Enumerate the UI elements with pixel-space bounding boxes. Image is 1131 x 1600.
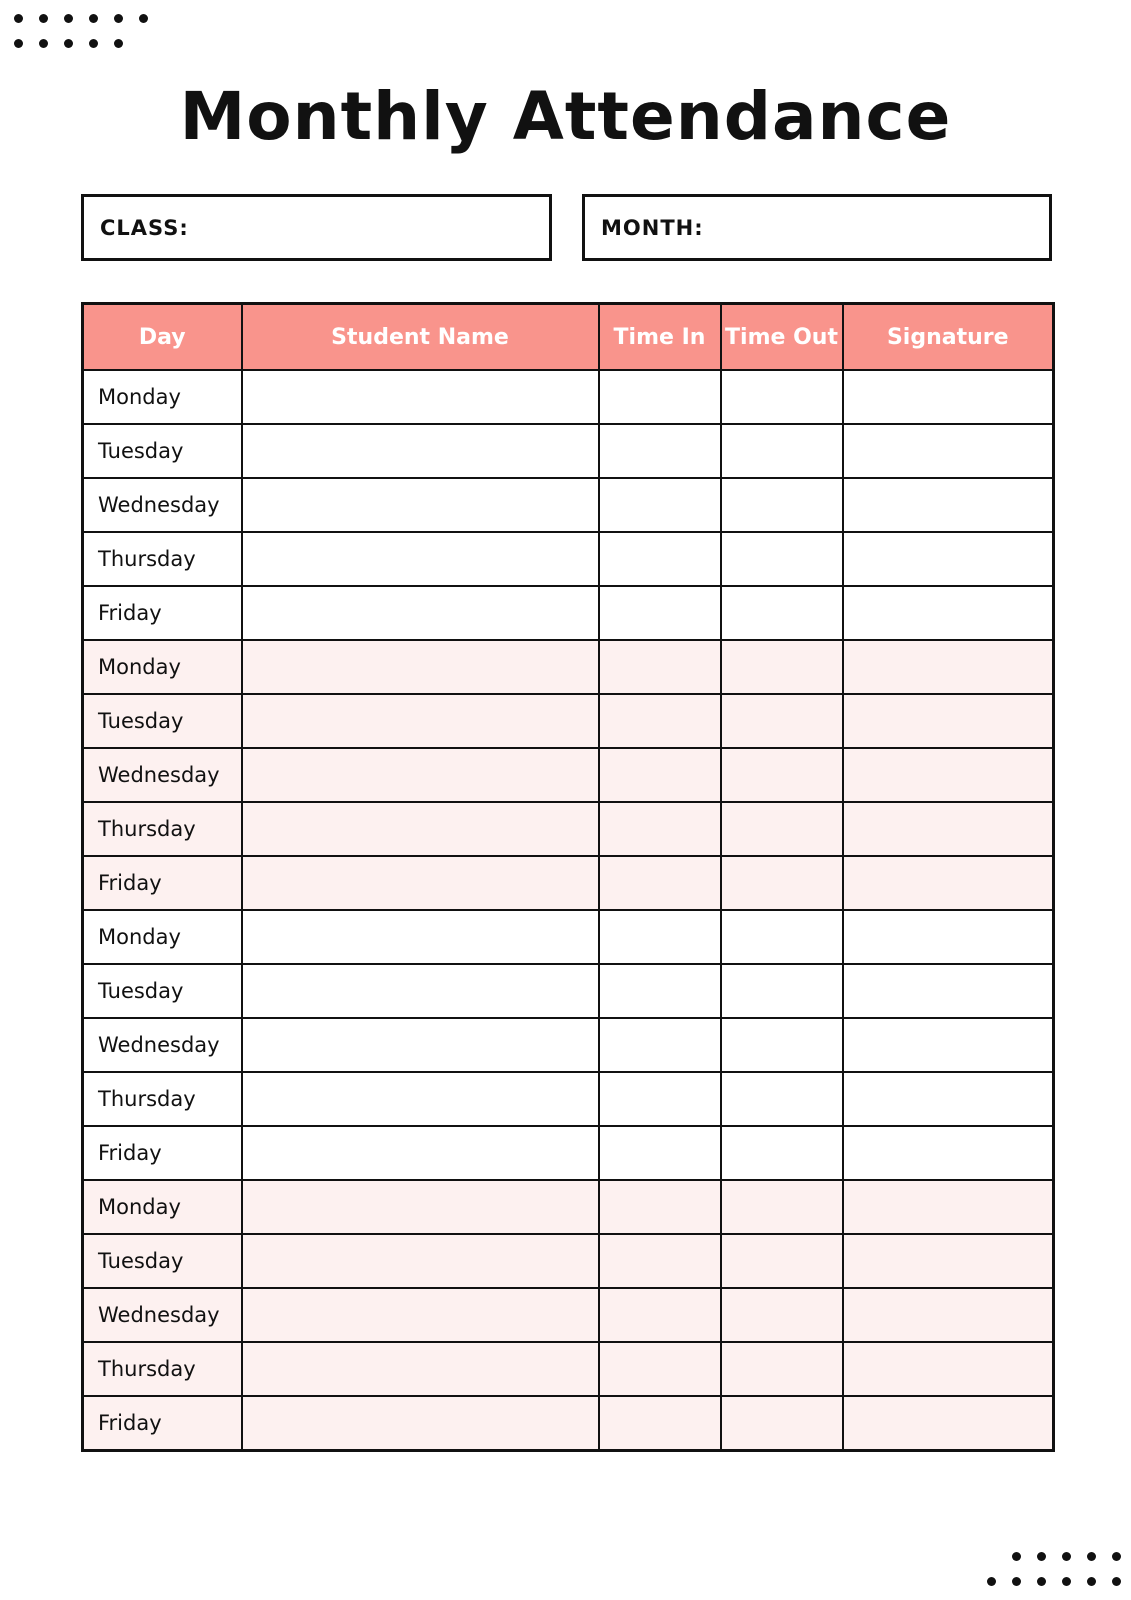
table-row: [83, 694, 1054, 748]
time-in-cell[interactable]: [599, 1234, 721, 1288]
time-out-cell[interactable]: [721, 1018, 843, 1072]
signature-cell[interactable]: [843, 964, 1054, 1018]
signature-cell[interactable]: [843, 586, 1054, 640]
table-row: [83, 856, 1054, 910]
table-row: [83, 1018, 1054, 1072]
header-signature: Signature: [843, 304, 1054, 371]
student-name-cell[interactable]: [242, 1072, 599, 1126]
header-student-name: Student Name: [242, 304, 599, 371]
table-row: [83, 586, 1054, 640]
time-out-cell[interactable]: [721, 1234, 843, 1288]
time-out-cell[interactable]: [721, 1342, 843, 1396]
signature-cell[interactable]: [843, 1396, 1054, 1451]
time-in-cell[interactable]: [599, 1126, 721, 1180]
day-cell: Monday: [83, 640, 242, 694]
signature-cell[interactable]: [843, 1180, 1054, 1234]
day-cell: Thursday: [83, 1342, 242, 1396]
student-name-cell[interactable]: [242, 424, 599, 478]
time-out-cell[interactable]: [721, 1126, 843, 1180]
student-name-cell[interactable]: [242, 1018, 599, 1072]
time-out-cell[interactable]: [721, 370, 843, 424]
signature-cell[interactable]: [843, 1288, 1054, 1342]
day-cell: Monday: [83, 370, 242, 424]
header-day: Day: [83, 304, 242, 371]
time-in-cell[interactable]: [599, 694, 721, 748]
time-out-cell[interactable]: [721, 586, 843, 640]
table-row: [83, 1234, 1054, 1288]
time-out-cell[interactable]: [721, 694, 843, 748]
class-field[interactable]: [81, 194, 552, 261]
day-cell: Friday: [83, 856, 242, 910]
table-row: [83, 424, 1054, 478]
student-name-cell[interactable]: [242, 694, 599, 748]
day-cell: Wednesday: [83, 748, 242, 802]
page-title: Monthly Attendance: [179, 78, 952, 155]
table-row: [83, 1342, 1054, 1396]
day-cell: Wednesday: [83, 478, 242, 532]
time-in-cell[interactable]: [599, 1342, 721, 1396]
student-name-cell[interactable]: [242, 478, 599, 532]
student-name-cell[interactable]: [242, 964, 599, 1018]
table-row: [83, 802, 1054, 856]
signature-cell[interactable]: [843, 370, 1054, 424]
time-out-cell[interactable]: [721, 856, 843, 910]
time-out-cell[interactable]: [721, 424, 843, 478]
student-name-cell[interactable]: [242, 910, 599, 964]
signature-cell[interactable]: [843, 856, 1054, 910]
student-name-cell[interactable]: [242, 1288, 599, 1342]
table-row: [83, 640, 1054, 694]
day-cell: Tuesday: [83, 1234, 242, 1288]
table-row: [83, 1126, 1054, 1180]
time-out-cell[interactable]: [721, 1288, 843, 1342]
time-out-cell[interactable]: [721, 910, 843, 964]
student-name-cell[interactable]: [242, 802, 599, 856]
student-name-cell[interactable]: [242, 748, 599, 802]
day-cell: Tuesday: [83, 694, 242, 748]
signature-cell[interactable]: [843, 1072, 1054, 1126]
time-in-cell[interactable]: [599, 964, 721, 1018]
signature-cell[interactable]: [843, 640, 1054, 694]
student-name-cell[interactable]: [242, 856, 599, 910]
time-out-cell[interactable]: [721, 964, 843, 1018]
day-cell: Thursday: [83, 532, 242, 586]
signature-cell[interactable]: [843, 910, 1054, 964]
table-row: [83, 532, 1054, 586]
time-in-cell[interactable]: [599, 748, 721, 802]
header-time-in: Time In: [599, 304, 721, 371]
time-in-cell[interactable]: [599, 1288, 721, 1342]
day-cell: Thursday: [83, 1072, 242, 1126]
signature-cell[interactable]: [843, 802, 1054, 856]
table-row: [83, 910, 1054, 964]
time-out-cell[interactable]: [721, 802, 843, 856]
day-cell: Wednesday: [83, 1288, 242, 1342]
signature-cell[interactable]: [843, 532, 1054, 586]
time-in-cell[interactable]: [599, 532, 721, 586]
day-cell: Friday: [83, 1396, 242, 1451]
table-header-row: [83, 304, 1054, 371]
time-out-cell[interactable]: [721, 532, 843, 586]
time-out-cell[interactable]: [721, 1180, 843, 1234]
day-cell: Tuesday: [83, 424, 242, 478]
month-label: MONTH:: [601, 215, 704, 240]
time-out-cell[interactable]: [721, 640, 843, 694]
student-name-cell[interactable]: [242, 370, 599, 424]
time-in-cell[interactable]: [599, 478, 721, 532]
day-cell: Tuesday: [83, 964, 242, 1018]
student-name-cell[interactable]: [242, 1180, 599, 1234]
student-name-cell[interactable]: [242, 1396, 599, 1451]
student-name-cell[interactable]: [242, 532, 599, 586]
signature-cell[interactable]: [843, 1018, 1054, 1072]
day-cell: Wednesday: [83, 1018, 242, 1072]
time-in-cell[interactable]: [599, 802, 721, 856]
signature-cell[interactable]: [843, 748, 1054, 802]
table-row: [83, 1072, 1054, 1126]
attendance-table: [81, 302, 1055, 1452]
table-row: [83, 964, 1054, 1018]
time-in-cell[interactable]: [599, 424, 721, 478]
time-in-cell[interactable]: [599, 640, 721, 694]
student-name-cell[interactable]: [242, 1234, 599, 1288]
time-out-cell[interactable]: [721, 478, 843, 532]
time-in-cell[interactable]: [599, 1072, 721, 1126]
day-cell: Friday: [83, 586, 242, 640]
time-in-cell[interactable]: [599, 1396, 721, 1451]
table-row: [83, 370, 1054, 424]
time-in-cell[interactable]: [599, 586, 721, 640]
day-cell: Friday: [83, 1126, 242, 1180]
day-cell: Monday: [83, 910, 242, 964]
class-label: CLASS:: [100, 215, 189, 240]
time-in-cell[interactable]: [599, 910, 721, 964]
student-name-cell[interactable]: [242, 1126, 599, 1180]
signature-cell[interactable]: [843, 1126, 1054, 1180]
student-name-cell[interactable]: [242, 1342, 599, 1396]
time-out-cell[interactable]: [721, 1396, 843, 1451]
day-cell: Thursday: [83, 802, 242, 856]
header-time-out: Time Out: [721, 304, 843, 371]
day-cell: Monday: [83, 1180, 242, 1234]
signature-cell[interactable]: [843, 1234, 1054, 1288]
time-out-cell[interactable]: [721, 1072, 843, 1126]
signature-cell[interactable]: [843, 694, 1054, 748]
time-in-cell[interactable]: [599, 856, 721, 910]
time-out-cell[interactable]: [721, 748, 843, 802]
table-row: [83, 1288, 1054, 1342]
table-row: [83, 478, 1054, 532]
table-row: [83, 748, 1054, 802]
time-in-cell[interactable]: [599, 370, 721, 424]
signature-cell[interactable]: [843, 478, 1054, 532]
time-in-cell[interactable]: [599, 1180, 721, 1234]
signature-cell[interactable]: [843, 424, 1054, 478]
table-row: [83, 1180, 1054, 1234]
student-name-cell[interactable]: [242, 640, 599, 694]
signature-cell[interactable]: [843, 1342, 1054, 1396]
time-in-cell[interactable]: [599, 1018, 721, 1072]
table-row: [83, 1396, 1054, 1451]
month-field[interactable]: [582, 194, 1052, 261]
student-name-cell[interactable]: [242, 586, 599, 640]
